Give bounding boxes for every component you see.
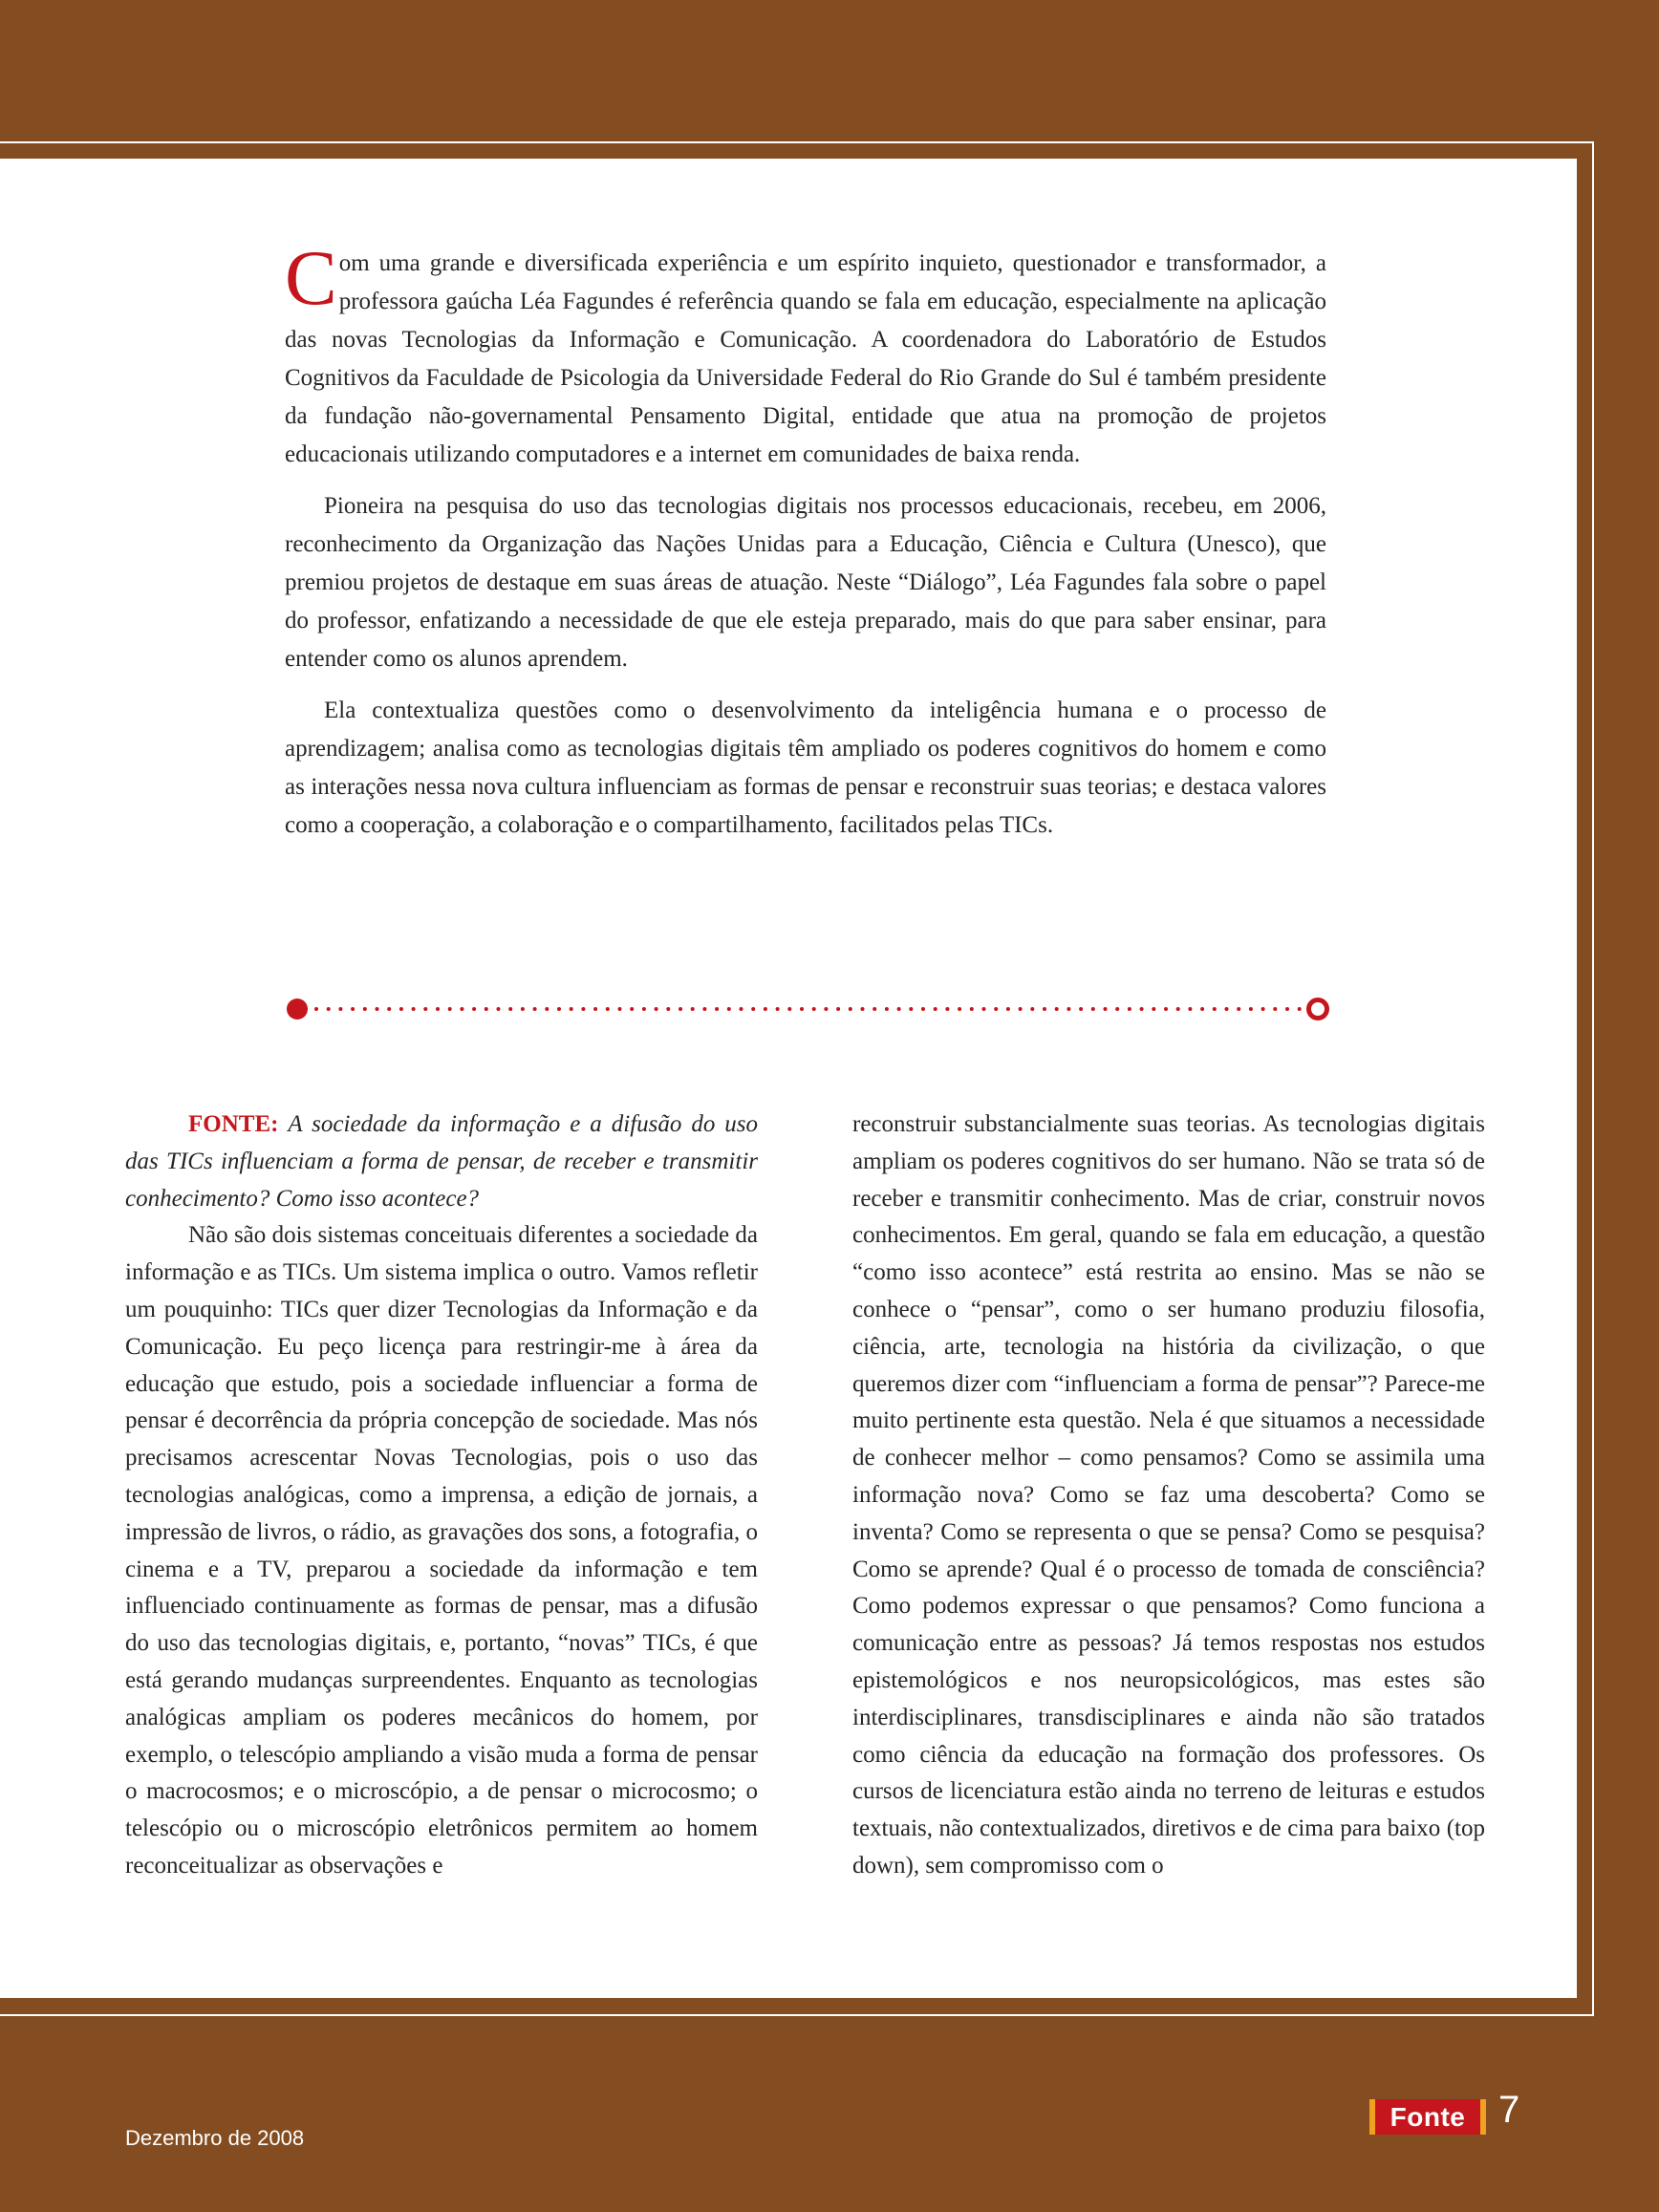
fonte-logo xyxy=(1369,2099,1486,2135)
answer-text-part-2: reconstruir substancialmente suas teorias. As tecnologias digitais ampliam os poderes cognitivos do ser humano. Não se trata só de receber e transmitir conhecimento. Mas de criar, construir novos conhecimentos. Em geral, quando se fala em educação, a questão “como isso acontece” está restrita ao ensino. Mas se não se conhece o “pensar”, como o ser humano produziu filosofia, ciência, arte, tecnologia na história da civilização, o que queremos dizer com “influenciam a forma de pensar”? Parece-me muito pertinente esta questão. Nela é que situamos a necessidade de conhecer melhor – como pensamos? Como se assimila uma informação nova? Como se faz uma descoberta? Como se inventa? Como se representa o que se pensa? Como se pesquisa? Como se aprende? Qual é o processo de tomada de consciência? Como podemos expressar o que pensamos? Como funciona a comunicação entre as pessoas? Já temos respostas nos estudos epistemológicos e nos neuropsicológicos, mas estes são interdisciplinares, transdisciplinares e ainda não são tratados como ciência da educação na formação dos professores. Os cursos de licenciatura estão ainda no terreno de leituras e estudos textuais, não contextualizados, diretivos e de cima para baixo (top down), sem compromisso com o xyxy=(852,1111,1485,1879)
answer-text-part-1: Não são dois sistemas conceituais diferentes a sociedade da informação e as TICs. Um sistema implica o outro. Vamos refletir um pouquinho: TICs quer dizer Tecnologias da Informação e da Comunicação. Eu peço licença para restringir-me à área da educação que estudo, pois a sociedade influenciar a forma de pensar é decorrência da própria concepção de sociedade. Mas nós precisamos acrescentar Novas Tecnologias, pois o uso das tecnologias analógicas, como a imprensa, a edição de jornais, a impressão de livros, o rádio, as gravações dos sons, a fotografia, o cinema e a TV, preparou a sociedade da informação e tem influenciado continuamente as formas de pensar, mas a difusão do uso das tecnologias digitais, e, portanto, “novas” TICs, é que está gerando mudanças surpreendentes. Enquanto as tecnologias analógicas ampliam os poderes mecânicos do homem, por exemplo, o telescópio ampliando a visão muda a forma de pensar o macrocosmos; e o microscópio, a de pensar o microcosmo; o telescópio ou o microscópio eletrônicos permitem ao homem reconceitualizar as observações e xyxy=(125,1222,758,1879)
interview-question xyxy=(125,1106,758,1217)
intro-paragraph-3: Ela contextualiza questões como o desenvolvimento da inteligência humana e o processo de aprendizagem; analisa como as tecnologias digitais têm ampliado os poderes cognitivos do homem e como as interações nessa nova cultura influenciam as formas de pensar e reconstruir suas teorias; e destaca valores como a cooperação, a colaboração e o compartilhamento, facilitados pelas TICs. xyxy=(285,698,1326,838)
page-number: 7 xyxy=(1498,2089,1520,2131)
dotted-divider xyxy=(285,997,1332,1021)
question-text: A sociedade da informação e a difusão do uso das TICs influenciam a forma de pensar, de receber e transmitir conhecimento? Como isso acontece? xyxy=(125,1111,759,1212)
left-column xyxy=(125,1106,758,1885)
intro-paragraph-2: Pioneira na pesquisa do uso das tecnologias digitais nos processos educacionais, recebeu, em 2006, reconhecimento da Organização das Nações Unidas para a Educação, Ciência e Cultura (Unesco), que premiou projetos de destaque em suas áreas de atuação. Neste “Diálogo”, Léa Fagundes fala sobre o papel do professor, enfatizando a necessidade de que ele esteja preparado, mais do que para saber ensinar, para entender como os alunos aprendem. xyxy=(285,493,1326,672)
intro-paragraph-1 xyxy=(285,234,1326,474)
question-label: FONTE: xyxy=(188,1111,279,1137)
intro-paragraph-1-text: om uma grande e diversificada experiência e um espírito inquieto, questionador e transformador, a professora gaúcha Léa Fagundes é referência quando se fala em educação, especialmente na aplicação das novas Tecnologias da Informação e Comunicação. A coordenadora do Laboratório de Estudos Cognitivos da Faculdade de Psicologia da Universidade Federal do Rio Grande do Sul é também presidente da fundação não-governamental Pensamento Digital, entidade que atua na promoção de projetos educacionais utilizando computadores e a internet em comunidades de baixa renda. xyxy=(285,250,1326,467)
footer-date: Dezembro de 2008 xyxy=(125,2126,305,2150)
fonte-logo-text: Fonte xyxy=(1390,2101,1466,2132)
intro-section xyxy=(285,234,1326,858)
drop-cap: C xyxy=(285,234,337,321)
right-column xyxy=(852,1106,1485,1885)
top-banner xyxy=(0,0,1659,143)
divider-start-dot xyxy=(287,999,308,1020)
divider-end-ring xyxy=(1309,1000,1327,1019)
